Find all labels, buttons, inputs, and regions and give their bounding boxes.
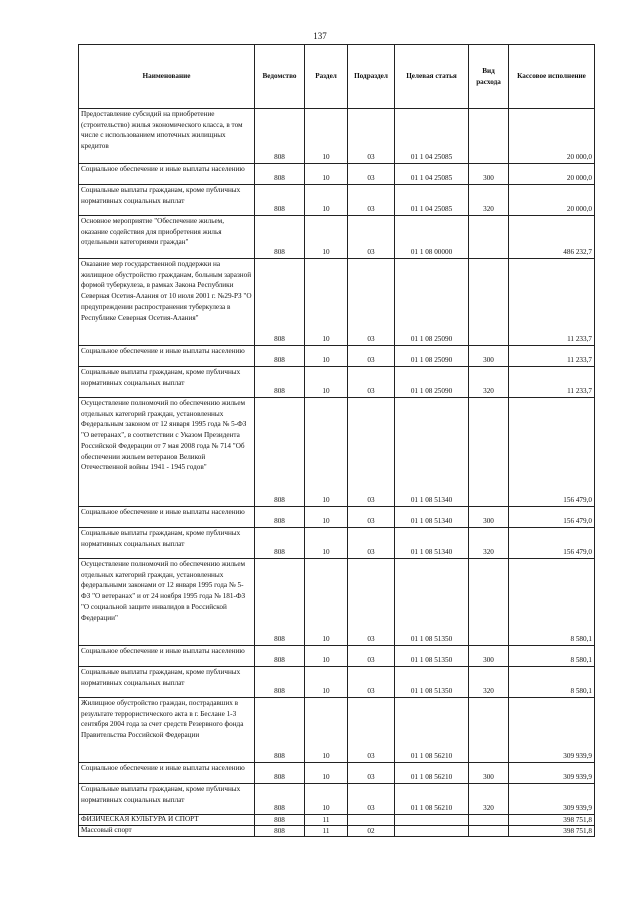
cell-dept: 808 [255, 109, 305, 164]
cell-name: Предоставление субсидий на приобретение (строительство) жилья экономического класса, в том числе с использованием ипотечных жилищных кредитов [79, 109, 255, 164]
cell-dept: 808 [255, 528, 305, 559]
cell-name: Жилищное обустройство граждан, пострадавших в результате террористического акта в г. Беслане 1-3 сентября 2004 года за счет средств Резервного фонда Правительства Российской Федерации [79, 698, 255, 763]
cell-exp-type [469, 398, 509, 507]
cell-subsection: 03 [348, 367, 395, 398]
cell-subsection: 03 [348, 216, 395, 259]
table-row [79, 109, 595, 164]
cell-target: 01 1 08 00000 [395, 216, 469, 259]
cell-section: 11 [305, 815, 348, 826]
cell-name: Социальные выплаты гражданам, кроме публичных нормативных социальных выплат [79, 667, 255, 698]
cell-name: Социальное обеспечение и иные выплаты населению [79, 164, 255, 185]
cell-subsection: 03 [348, 667, 395, 698]
cell-exp-type [469, 259, 509, 346]
table-row [79, 815, 595, 826]
cell-section: 10 [305, 185, 348, 216]
cell-subsection: 03 [348, 784, 395, 815]
cell-subsection: 03 [348, 185, 395, 216]
cell-amount: 11 233,7 [509, 367, 595, 398]
header-section: Раздел [305, 45, 348, 109]
header-amount: Кассовое исполнение [509, 45, 595, 109]
cell-amount: 156 479,0 [509, 507, 595, 528]
cell-target: 01 1 08 56210 [395, 763, 469, 784]
cell-target: 01 1 04 25085 [395, 185, 469, 216]
header-subsection: Подраздел [348, 45, 395, 109]
cell-exp-type: 320 [469, 185, 509, 216]
table-row [79, 698, 595, 763]
cell-amount: 8 580,1 [509, 667, 595, 698]
cell-target: 01 1 08 25090 [395, 259, 469, 346]
table-row [79, 164, 595, 185]
cell-amount: 156 479,0 [509, 528, 595, 559]
cell-amount: 486 232,7 [509, 216, 595, 259]
cell-amount: 8 580,1 [509, 559, 595, 646]
cell-amount: 309 939,9 [509, 698, 595, 763]
cell-name: Социальные выплаты гражданам, кроме публичных нормативных социальных выплат [79, 185, 255, 216]
cell-exp-type: 300 [469, 164, 509, 185]
cell-amount: 398 751,8 [509, 826, 595, 837]
cell-dept: 808 [255, 826, 305, 837]
cell-section: 10 [305, 164, 348, 185]
cell-dept: 808 [255, 346, 305, 367]
table-row [79, 216, 595, 259]
cell-target: 01 1 08 56210 [395, 698, 469, 763]
cell-subsection: 03 [348, 559, 395, 646]
cell-exp-type: 300 [469, 507, 509, 528]
cell-section: 10 [305, 216, 348, 259]
cell-name: Социальное обеспечение и иные выплаты населению [79, 346, 255, 367]
cell-name: ФИЗИЧЕСКАЯ КУЛЬТУРА И СПОРТ [79, 815, 255, 826]
cell-name: Основное мероприятие "Обеспечение жильем, оказание содействия для приобретения жилья отдельными категориями граждан" [79, 216, 255, 259]
cell-exp-type: 300 [469, 346, 509, 367]
header-exp-type: Вид расхода [469, 45, 509, 109]
header-dept: Ведомство [255, 45, 305, 109]
cell-subsection: 03 [348, 646, 395, 667]
table-row [79, 367, 595, 398]
cell-name: Осуществление полномочий по обеспечению жильем отдельных категорий граждан, установленных Федеральным законом от 12 января 1995 года № 5-ФЗ "О ветеранах", в соответствии с Указом Президента Российской Федерации от 7 мая 2008 года № 714 "Об обеспечении жильем ветеранов Великой Отечественной войны 1941 - 1945 годов" [79, 398, 255, 507]
cell-name: Осуществление полномочий по обеспечению жильем отдельных категорий граждан, установленных федеральными законами от 12 января 1995 года № 5-ФЗ "О ветеранах" и от 24 ноября 1995 года № 181-ФЗ "О социальной защите инвалидов в Российской Федерации" [79, 559, 255, 646]
cell-target: 01 1 08 51350 [395, 559, 469, 646]
cell-name: Социальное обеспечение и иные выплаты населению [79, 646, 255, 667]
cell-target: 01 1 04 25085 [395, 109, 469, 164]
cell-amount: 20 000,0 [509, 185, 595, 216]
cell-amount: 11 233,7 [509, 346, 595, 367]
cell-amount: 20 000,0 [509, 109, 595, 164]
header-target: Целевая статья [395, 45, 469, 109]
cell-dept: 808 [255, 185, 305, 216]
cell-section: 10 [305, 559, 348, 646]
cell-target: 01 1 08 51350 [395, 667, 469, 698]
cell-dept: 808 [255, 367, 305, 398]
cell-section: 10 [305, 367, 348, 398]
page-number: 137 [313, 31, 327, 41]
table-row [79, 667, 595, 698]
cell-subsection: 03 [348, 346, 395, 367]
cell-target: 01 1 04 25085 [395, 164, 469, 185]
table-row [79, 259, 595, 346]
cell-section: 10 [305, 346, 348, 367]
cell-section: 10 [305, 784, 348, 815]
cell-target: 01 1 08 25090 [395, 346, 469, 367]
cell-subsection: 03 [348, 164, 395, 185]
cell-name: Социальные выплаты гражданам, кроме публичных нормативных социальных выплат [79, 528, 255, 559]
cell-exp-type: 300 [469, 763, 509, 784]
cell-subsection: 03 [348, 528, 395, 559]
header-name: Наименование [79, 45, 255, 109]
cell-exp-type [469, 826, 509, 837]
cell-dept: 808 [255, 763, 305, 784]
cell-subsection: 03 [348, 259, 395, 346]
cell-exp-type: 320 [469, 784, 509, 815]
cell-target: 01 1 08 51350 [395, 646, 469, 667]
cell-subsection: 02 [348, 826, 395, 837]
cell-target: 01 1 08 51340 [395, 398, 469, 507]
cell-target [395, 826, 469, 837]
table-row [79, 507, 595, 528]
cell-target [395, 815, 469, 826]
cell-amount: 11 233,7 [509, 259, 595, 346]
cell-subsection: 03 [348, 398, 395, 507]
cell-section: 10 [305, 698, 348, 763]
cell-name: Социальные выплаты гражданам, кроме публичных нормативных социальных выплат [79, 367, 255, 398]
cell-exp-type [469, 698, 509, 763]
cell-exp-type [469, 559, 509, 646]
cell-section: 10 [305, 528, 348, 559]
cell-name: Оказание мер государственной поддержки на жилищное обустройство гражданам, больным заразной формой туберкулеза, в рамках Закона Республики Северная Осетия-Алания от 10 июля 2001 г. №29-РЗ "О предупреждении распространения туберкулеза в Республике Северная Осетия-Алания" [79, 259, 255, 346]
table-row [79, 346, 595, 367]
table-row [79, 528, 595, 559]
cell-amount: 156 479,0 [509, 398, 595, 507]
budget-table [78, 44, 595, 837]
cell-dept: 808 [255, 698, 305, 763]
cell-section: 10 [305, 109, 348, 164]
cell-dept: 808 [255, 398, 305, 507]
cell-target: 01 1 08 56210 [395, 784, 469, 815]
cell-dept: 808 [255, 784, 305, 815]
cell-subsection: 03 [348, 507, 395, 528]
cell-dept: 808 [255, 667, 305, 698]
cell-subsection: 03 [348, 763, 395, 784]
cell-exp-type: 320 [469, 667, 509, 698]
cell-section: 10 [305, 507, 348, 528]
cell-amount: 309 939,9 [509, 784, 595, 815]
cell-dept: 808 [255, 164, 305, 185]
cell-section: 10 [305, 763, 348, 784]
cell-dept: 808 [255, 259, 305, 346]
table-row [79, 398, 595, 507]
cell-section: 11 [305, 826, 348, 837]
table-row [79, 559, 595, 646]
table-row [79, 763, 595, 784]
cell-name: Массовый спорт [79, 826, 255, 837]
cell-dept: 808 [255, 507, 305, 528]
cell-subsection: 03 [348, 698, 395, 763]
cell-amount: 8 580,1 [509, 646, 595, 667]
cell-amount: 398 751,8 [509, 815, 595, 826]
cell-exp-type [469, 815, 509, 826]
cell-amount: 309 939,9 [509, 763, 595, 784]
table-row [79, 826, 595, 837]
cell-section: 10 [305, 667, 348, 698]
cell-section: 10 [305, 646, 348, 667]
cell-name: Социальное обеспечение и иные выплаты населению [79, 763, 255, 784]
cell-target: 01 1 08 25090 [395, 367, 469, 398]
table-header-row [79, 45, 595, 109]
cell-exp-type [469, 216, 509, 259]
cell-name: Социальное обеспечение и иные выплаты населению [79, 507, 255, 528]
cell-name: Социальные выплаты гражданам, кроме публичных нормативных социальных выплат [79, 784, 255, 815]
cell-exp-type: 320 [469, 367, 509, 398]
cell-target: 01 1 08 51340 [395, 528, 469, 559]
cell-dept: 808 [255, 559, 305, 646]
table-row [79, 185, 595, 216]
cell-dept: 808 [255, 815, 305, 826]
cell-exp-type [469, 109, 509, 164]
cell-section: 10 [305, 259, 348, 346]
cell-exp-type: 300 [469, 646, 509, 667]
cell-dept: 808 [255, 646, 305, 667]
cell-amount: 20 000,0 [509, 164, 595, 185]
table-row [79, 784, 595, 815]
cell-subsection: 03 [348, 109, 395, 164]
cell-dept: 808 [255, 216, 305, 259]
table-row [79, 646, 595, 667]
cell-target: 01 1 08 51340 [395, 507, 469, 528]
cell-exp-type: 320 [469, 528, 509, 559]
cell-subsection [348, 815, 395, 826]
cell-section: 10 [305, 398, 348, 507]
